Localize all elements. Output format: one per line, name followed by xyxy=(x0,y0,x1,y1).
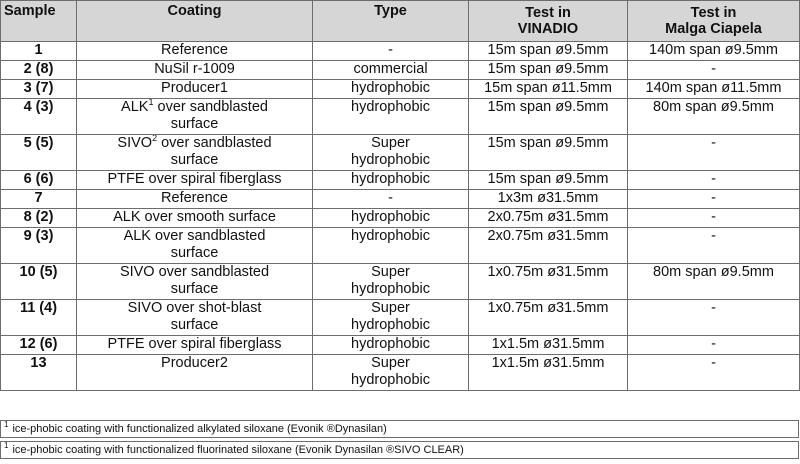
coating-line1 xyxy=(80,99,309,116)
cell-sample: 9 (3) xyxy=(1,228,77,264)
cell-coating xyxy=(77,42,313,61)
cell-type xyxy=(313,209,469,228)
cell-test-vinadio: 15m span ø9.5mm xyxy=(469,171,628,190)
cell-test-vinadio: 1x3m ø31.5mm xyxy=(469,190,628,209)
table-row xyxy=(1,135,800,171)
coating-text: SIVO xyxy=(117,135,153,151)
type-line1: Super xyxy=(371,355,410,371)
coating-line2: surface xyxy=(170,245,219,261)
coating-text: SIVO over sandblasted xyxy=(119,264,270,280)
coating-line2: surface xyxy=(170,281,219,297)
cell-test-malga: - xyxy=(628,228,800,264)
cell-coating xyxy=(77,80,313,99)
cell-type xyxy=(313,42,469,61)
footnote-2-text: ice-phobic coating with functionalized fluorinated siloxane (Evonik Dynasilan ®SIVO CLEAR) xyxy=(12,444,464,456)
type-line1: Super xyxy=(371,264,410,280)
type-line1: Super xyxy=(371,300,410,316)
cell-type xyxy=(313,336,469,355)
cell-coating xyxy=(77,99,313,135)
coating-line1 xyxy=(80,300,309,317)
type-line1: hydrophobic xyxy=(351,80,430,96)
cell-test-malga: - xyxy=(628,135,800,171)
cell-coating xyxy=(77,135,313,171)
cell-type xyxy=(313,80,469,99)
type-line1: hydrophobic xyxy=(351,336,430,352)
table-row xyxy=(1,42,800,61)
cell-test-malga: 80m span ø9.5mm xyxy=(628,264,800,300)
header-test-vinadio-line1: Test in xyxy=(525,5,571,21)
cell-sample: 2 (8) xyxy=(1,61,77,80)
coating-line2: surface xyxy=(170,317,219,333)
type-line1: hydrophobic xyxy=(351,209,430,225)
coating-line1 xyxy=(80,209,309,226)
type-line1: - xyxy=(388,190,393,206)
coating-text: SIVO over shot-blast xyxy=(127,300,262,316)
type-line1: hydrophobic xyxy=(351,171,430,187)
type-line1: Super xyxy=(371,135,410,151)
coating-text: NuSil r-1009 xyxy=(154,61,235,77)
coating-line1 xyxy=(80,228,309,245)
cell-test-vinadio: 15m span ø9.5mm xyxy=(469,99,628,135)
cell-sample: 1 xyxy=(1,42,77,61)
cell-test-vinadio: 1x0.75m ø31.5mm xyxy=(469,264,628,300)
cell-sample: 4 (3) xyxy=(1,99,77,135)
coating-line2: surface xyxy=(170,152,219,168)
coating-line1 xyxy=(80,61,309,78)
table-row xyxy=(1,171,800,190)
coating-text: PTFE over spiral fiberglass xyxy=(107,171,282,187)
cell-test-vinadio: 1x1.5m ø31.5mm xyxy=(469,336,628,355)
coating-line1 xyxy=(80,355,309,372)
cell-sample: 7 xyxy=(1,190,77,209)
coating-text: Reference xyxy=(161,190,228,206)
footnote-2 xyxy=(0,441,799,459)
cell-test-malga: - xyxy=(628,61,800,80)
cell-test-vinadio: 15m span ø9.5mm xyxy=(469,42,628,61)
header-row xyxy=(1,1,800,42)
cell-sample: 13 xyxy=(1,355,77,391)
cell-type xyxy=(313,99,469,135)
cell-sample: 3 (7) xyxy=(1,80,77,99)
cell-test-malga: 80m span ø9.5mm xyxy=(628,99,800,135)
coating-line1 xyxy=(80,336,309,353)
cell-test-vinadio: 2x0.75m ø31.5mm xyxy=(469,228,628,264)
coating-footnote-marker: 2 xyxy=(152,134,158,144)
cell-type xyxy=(313,61,469,80)
coating-text: ALK xyxy=(121,99,149,115)
cell-test-malga: - xyxy=(628,300,800,336)
cell-coating xyxy=(77,300,313,336)
cell-test-vinadio: 2x0.75m ø31.5mm xyxy=(469,209,628,228)
coating-text: ALK over smooth surface xyxy=(113,209,276,225)
coating-line1 xyxy=(80,80,309,97)
table-row xyxy=(1,99,800,135)
coating-text-rest: over sandblasted xyxy=(153,99,268,115)
footnote-1-text: ice-phobic coating with functionalized alkylated siloxane (Evonik ®Dynasilan) xyxy=(12,423,387,435)
coating-line2: surface xyxy=(170,116,219,132)
type-line1: hydrophobic xyxy=(351,99,430,115)
table-body xyxy=(1,42,800,391)
cell-coating xyxy=(77,190,313,209)
table-row xyxy=(1,228,800,264)
coating-text: PTFE over spiral fiberglass xyxy=(107,336,282,352)
footnote-1-marker: 1 xyxy=(4,420,9,430)
cell-type xyxy=(313,355,469,391)
coating-line1 xyxy=(80,135,309,152)
cell-sample: 12 (6) xyxy=(1,336,77,355)
coating-text: Producer2 xyxy=(161,355,228,371)
coating-footnote-marker: 1 xyxy=(148,98,154,108)
cell-coating xyxy=(77,228,313,264)
table-row xyxy=(1,80,800,99)
type-line2: hydrophobic xyxy=(351,152,430,168)
header-test-vinadio-line2: VINADIO xyxy=(517,21,579,37)
cell-test-malga: - xyxy=(628,209,800,228)
cell-type xyxy=(313,300,469,336)
coating-line1 xyxy=(80,42,309,59)
coating-text-rest: over sandblasted xyxy=(157,135,272,151)
cell-test-vinadio: 1x1.5m ø31.5mm xyxy=(469,355,628,391)
coating-line1 xyxy=(80,264,309,281)
cell-test-vinadio: 15m span ø11.5mm xyxy=(469,80,628,99)
coating-text: Reference xyxy=(161,42,228,58)
cell-coating xyxy=(77,171,313,190)
coating-text: Producer1 xyxy=(161,80,228,96)
header-test-malga-line1: Test in xyxy=(690,5,737,21)
cell-coating xyxy=(77,336,313,355)
footnote-1 xyxy=(0,420,799,438)
header-coating: Coating xyxy=(77,1,313,42)
cell-sample: 5 (5) xyxy=(1,135,77,171)
table-row xyxy=(1,355,800,391)
cell-test-malga: - xyxy=(628,355,800,391)
cell-sample: 8 (2) xyxy=(1,209,77,228)
type-line1: commercial xyxy=(353,61,428,77)
cell-type xyxy=(313,190,469,209)
cell-type xyxy=(313,171,469,190)
table-row xyxy=(1,336,800,355)
table-row xyxy=(1,300,800,336)
cell-type xyxy=(313,228,469,264)
cell-test-vinadio: 15m span ø9.5mm xyxy=(469,61,628,80)
table-row xyxy=(1,190,800,209)
type-line1: - xyxy=(388,42,393,58)
cell-type xyxy=(313,264,469,300)
header-test-malga-line2: Malga Ciapela xyxy=(665,21,762,37)
cell-sample: 6 (6) xyxy=(1,171,77,190)
cell-test-malga: 140m span ø11.5mm xyxy=(628,80,800,99)
type-line2: hydrophobic xyxy=(351,281,430,297)
type-line2: hydrophobic xyxy=(351,317,430,333)
cell-coating xyxy=(77,61,313,80)
coating-text: ALK over sandblasted xyxy=(123,228,266,244)
header-type: Type xyxy=(313,1,469,42)
header-test-malga xyxy=(628,1,800,42)
type-line1: hydrophobic xyxy=(351,228,430,244)
cell-test-malga: - xyxy=(628,190,800,209)
type-line2: hydrophobic xyxy=(351,372,430,388)
table-row xyxy=(1,61,800,80)
header-test-vinadio xyxy=(469,1,628,42)
cell-sample: 11 (4) xyxy=(1,300,77,336)
table-row xyxy=(1,209,800,228)
coating-line1 xyxy=(80,171,309,188)
cell-test-malga: 140m span ø9.5mm xyxy=(628,42,800,61)
cell-coating xyxy=(77,209,313,228)
cell-coating xyxy=(77,264,313,300)
cell-coating xyxy=(77,355,313,391)
coating-line1 xyxy=(80,190,309,207)
table-row xyxy=(1,264,800,300)
cell-type xyxy=(313,135,469,171)
cell-test-vinadio: 1x0.75m ø31.5mm xyxy=(469,300,628,336)
cell-test-malga: - xyxy=(628,336,800,355)
cell-sample: 10 (5) xyxy=(1,264,77,300)
cell-test-malga: - xyxy=(628,171,800,190)
cell-test-vinadio: 15m span ø9.5mm xyxy=(469,135,628,171)
header-sample: Sample xyxy=(1,1,77,42)
footnote-2-marker: 1 xyxy=(4,441,9,451)
